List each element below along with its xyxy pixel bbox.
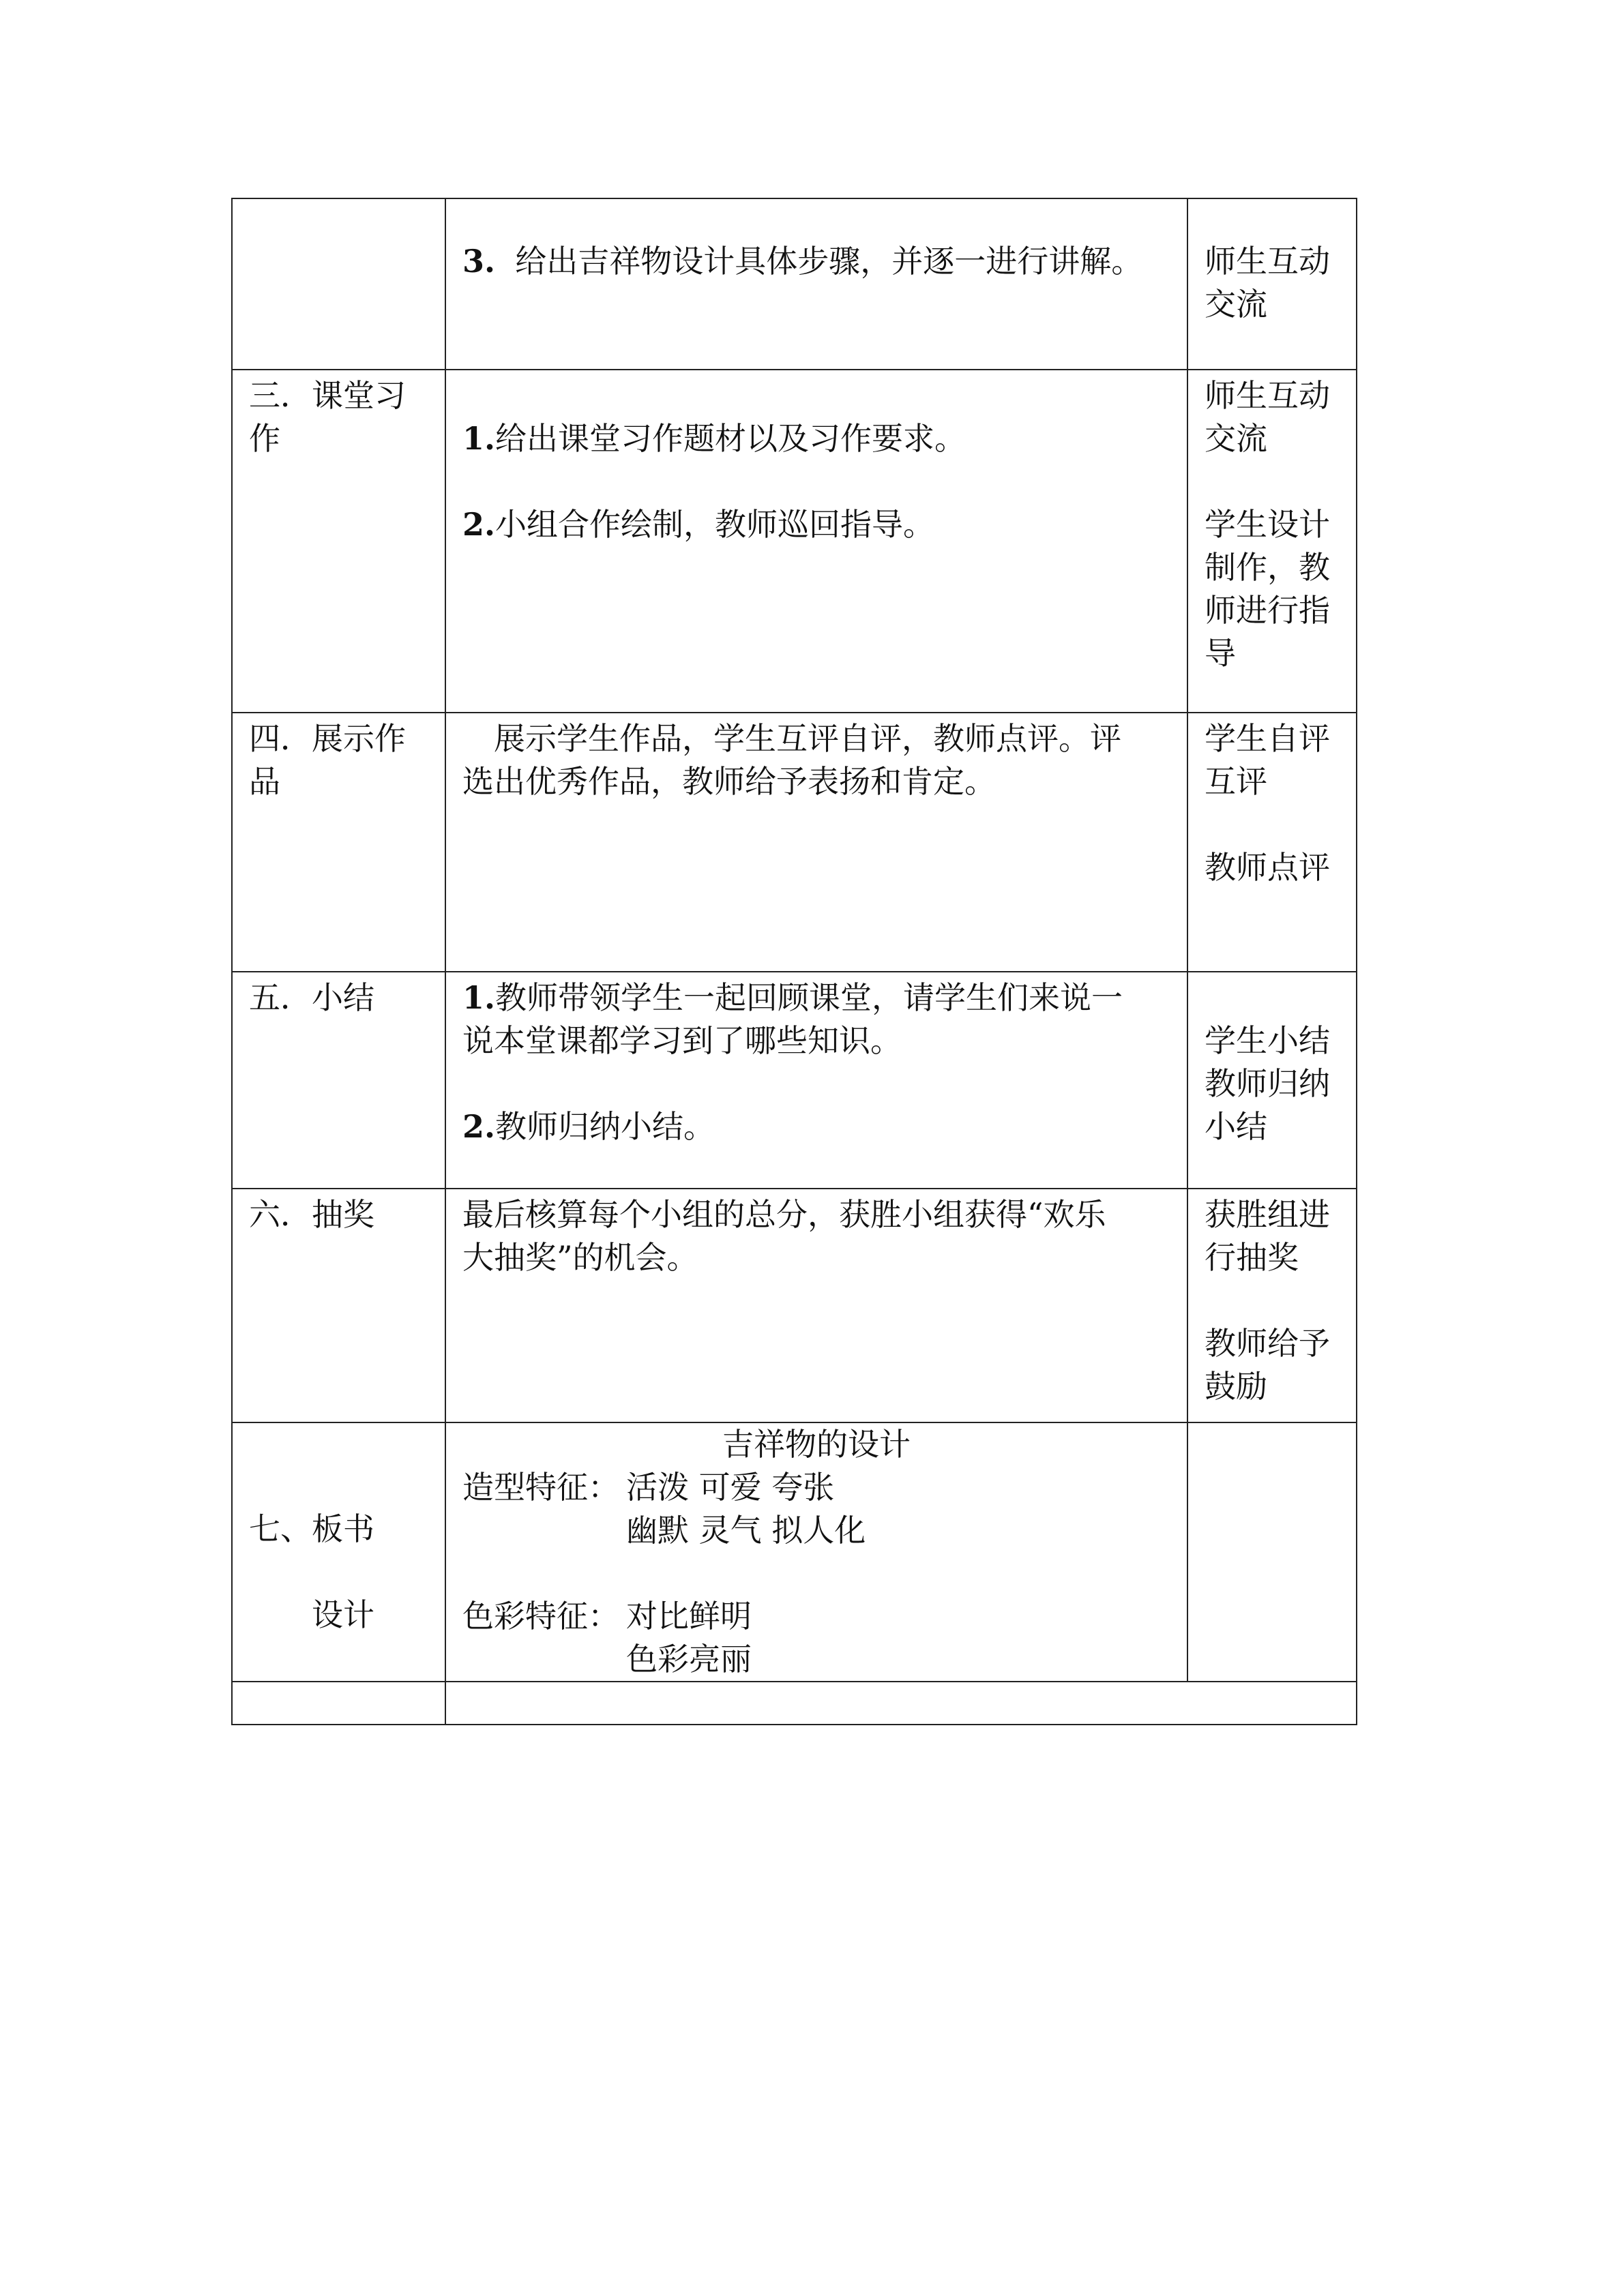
stage-label: 设计 xyxy=(312,1596,374,1633)
step-number: 2. xyxy=(462,1108,496,1145)
board-line xyxy=(462,1638,1170,1681)
table-row xyxy=(232,1422,1357,1682)
content-line: 最后核算每个小组的总分，获胜小组获得“欢乐 xyxy=(462,1196,1106,1233)
step-text: 教师归纳小结。 xyxy=(495,1108,715,1145)
step-number: 1. xyxy=(462,979,496,1016)
content-line: 选出优秀作品，教师给予表扬和肯定。 xyxy=(462,763,996,800)
stage-cell xyxy=(232,1189,445,1422)
table-row xyxy=(232,198,1357,370)
stage-label: 作 xyxy=(249,420,280,457)
content-line: 大抽奖”的机会。 xyxy=(462,1239,698,1276)
stage-cell xyxy=(232,1422,445,1682)
method-line: 小结 xyxy=(1205,1108,1267,1145)
content-cell xyxy=(445,972,1187,1189)
content-line: 说本堂课都学习到了哪些知识。 xyxy=(462,1022,902,1059)
method-line: 教师点评 xyxy=(1205,849,1330,886)
board-line xyxy=(462,1509,1170,1552)
method-line: 教师归纳 xyxy=(1205,1065,1330,1102)
stage-label: 七、板书 xyxy=(249,1510,374,1547)
method-line: 师生互动 xyxy=(1205,243,1330,280)
stage-label: 五．小结 xyxy=(249,979,374,1016)
content-cell xyxy=(445,713,1187,972)
method-cell xyxy=(1187,1422,1357,1682)
table-row xyxy=(232,370,1357,713)
method-line: 获胜组进 xyxy=(1205,1196,1330,1233)
step-number: 1. xyxy=(462,420,496,457)
step-number: 3. xyxy=(462,243,496,280)
board-design-cell xyxy=(445,1422,1187,1682)
stage-cell xyxy=(232,198,445,370)
content-line: 展示学生作品，学生互评自评，教师点评。评 xyxy=(494,720,1121,757)
stage-cell xyxy=(232,370,445,713)
method-line: 导 xyxy=(1205,635,1236,672)
table-row xyxy=(232,713,1357,972)
board-label: 造型特征： xyxy=(462,1469,619,1506)
method-line: 互评 xyxy=(1205,763,1267,800)
board-line xyxy=(462,1466,1170,1509)
method-line: 制作，教 xyxy=(1205,549,1330,586)
method-line: 鼓励 xyxy=(1205,1368,1267,1405)
method-line: 师生互动 xyxy=(1205,377,1330,414)
stage-label: 品 xyxy=(249,763,280,800)
content-line xyxy=(462,1105,1170,1148)
stage-cell xyxy=(232,1682,445,1725)
content-cell xyxy=(445,1189,1187,1422)
table-row xyxy=(232,1189,1357,1422)
method-line: 行抽奖 xyxy=(1205,1239,1299,1276)
method-line: 交流 xyxy=(1205,286,1267,323)
step-text: 给出吉祥物设计具体步骤，并逐一进行讲解。 xyxy=(515,243,1143,280)
method-line: 学生自评 xyxy=(1205,720,1330,757)
step-text: 给出课堂习作题材以及习作要求。 xyxy=(495,420,966,457)
method-line: 交流 xyxy=(1205,420,1267,457)
step-text: 教师带领学生一起回顾课堂，请学生们来说一 xyxy=(495,979,1123,1016)
method-line: 教师给予 xyxy=(1205,1325,1330,1362)
lesson-plan-table xyxy=(231,198,1357,1725)
method-line: 学生小结 xyxy=(1205,1022,1330,1059)
stage-label: 六．抽奖 xyxy=(249,1196,374,1233)
method-cell xyxy=(1187,1189,1357,1422)
content-line xyxy=(462,240,1170,283)
board-value: 幽默 灵气 拟人化 xyxy=(626,1512,866,1549)
board-title: 吉祥物的设计 xyxy=(722,1426,911,1463)
step-text: 小组合作绘制，教师巡回指导。 xyxy=(495,506,935,543)
board-line xyxy=(462,1595,1170,1638)
content-cell xyxy=(445,198,1187,370)
stage-label: 三．课堂习 xyxy=(249,377,406,414)
step-number: 2. xyxy=(462,506,496,543)
method-cell xyxy=(1187,198,1357,370)
table-row xyxy=(232,972,1357,1189)
stage-cell xyxy=(232,972,445,1189)
method-cell xyxy=(1187,713,1357,972)
stage-label: 四．展示作 xyxy=(249,720,406,757)
content-line xyxy=(462,976,1170,1019)
method-line: 师进行指 xyxy=(1205,592,1330,629)
method-line: 学生设计 xyxy=(1205,506,1330,543)
table-row xyxy=(232,1682,1357,1725)
board-value: 活泼 可爱 夸张 xyxy=(626,1469,835,1506)
content-cell xyxy=(445,1682,1357,1725)
content-cell xyxy=(445,370,1187,713)
stage-cell xyxy=(232,713,445,972)
board-label: 色彩特征： xyxy=(462,1598,619,1635)
content-line xyxy=(462,503,1170,546)
board-value: 色彩亮丽 xyxy=(626,1641,752,1678)
content-line xyxy=(462,417,1170,460)
board-value: 对比鲜明 xyxy=(626,1598,752,1635)
method-cell xyxy=(1187,370,1357,713)
method-cell xyxy=(1187,972,1357,1189)
